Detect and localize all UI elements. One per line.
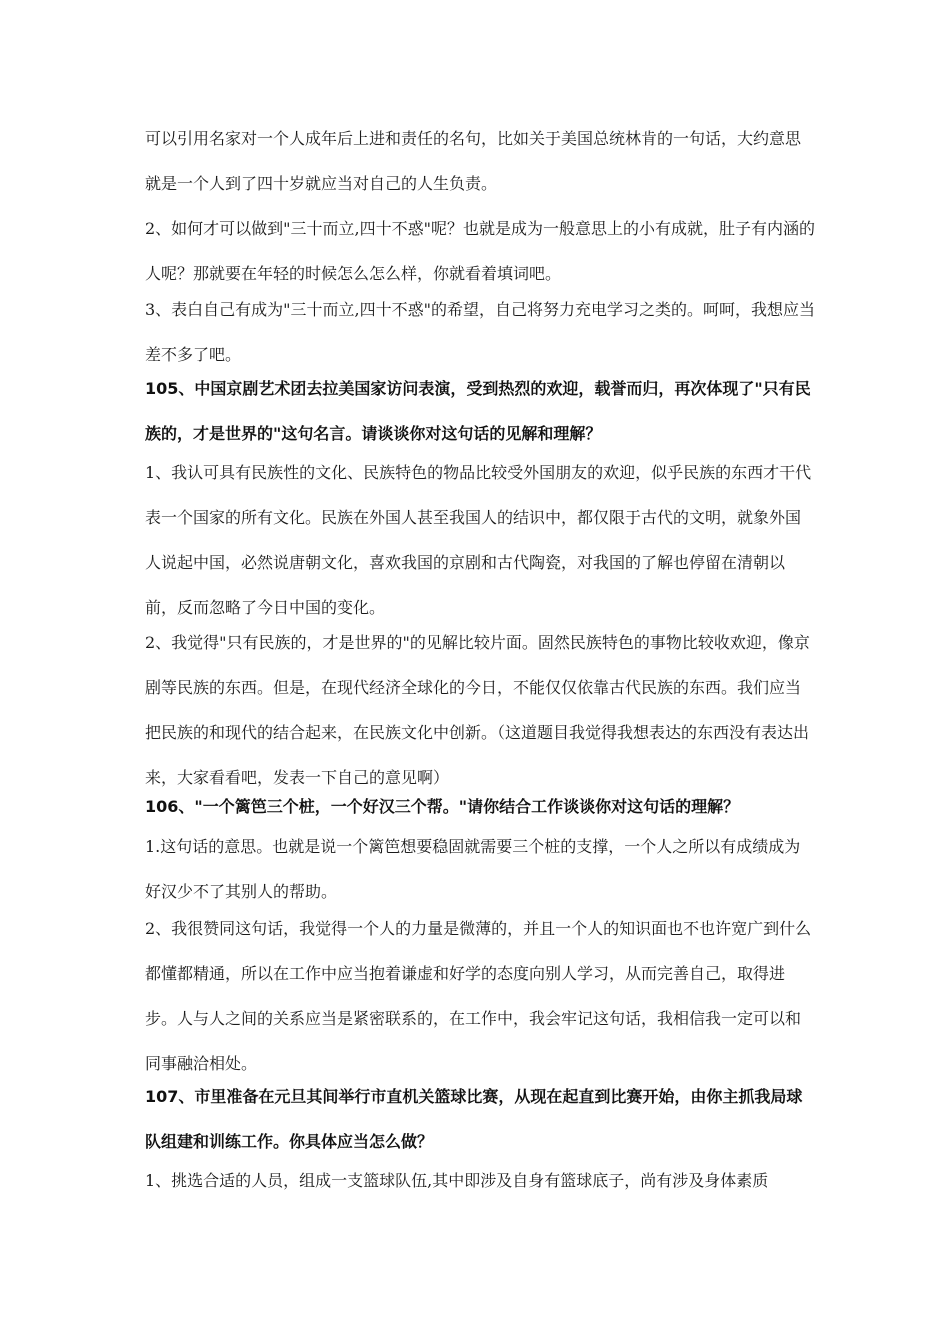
question-heading: 105、中国京剧艺术团去拉美国家访问表演，受到热烈的欢迎，载誉而归，再次体现了"只有民族的，才是世界的"这句名言。请谈谈你对这句话的见解和理解？ bbox=[145, 379, 811, 443]
question-heading: 107、市里准备在元旦其间举行市直机关篮球比赛，从现在起直到比赛开始，由你主抓我局球队组建和训练工作。你具体应当怎么做？ bbox=[145, 1087, 803, 1151]
paragraph: 3、表白自己有成为"三十而立,四十不惑"的希望，自己将努力充电学习之类的。呵呵，我想应当差不多了吧。 bbox=[145, 300, 815, 364]
paragraph: 可以引用名家对一个人成年后上进和责任的名句，比如关于美国总统林肯的一句话，大约意思就是一个人到了四十岁就应当对自己的人生负责。 bbox=[145, 129, 802, 193]
paragraph: 2、我觉得"只有民族的，才是世界的"的见解比较片面。固然民族特色的事物比较收欢迎，像京剧等民族的东西。但是，在现代经济全球化的今日，不能仅仅依靠古代民族的东西。我们应当把民族的和现代的结合起来，在民族文化中创新。（这道题目我觉得我想表达的东西没有表达出来，大家看看吧，发表一下自己的意见啊） bbox=[145, 633, 810, 787]
question-heading: 106、"一个篱笆三个桩，一个好汉三个帮。"请你结合工作谈谈你对这句话的理解？ bbox=[145, 797, 740, 816]
paragraph: 2、我很赞同这句话，我觉得一个人的力量是微薄的，并且一个人的知识面也不也许宽广到什么都懂都精通，所以在工作中应当抱着谦虚和好学的态度向别人学习，从而完善自己，取得进步。人与人之间的关系应当是紧密联系的，在工作中，我会牢记这句话，我相信我一定可以和同事融洽相处。 bbox=[145, 919, 812, 1073]
paragraph: 2、如何才可以做到"三十而立,四十不惑"呢？也就是成为一般意思上的小有成就，肚子有内涵的人呢？那就要在年轻的时候怎么怎么样，你就看着填词吧。 bbox=[145, 219, 815, 283]
paragraph: 1.这句话的意思。也就是说一个篱笆想要稳固就需要三个桩的支撑，一个人之所以有成绩成为好汉少不了其别人的帮助。 bbox=[145, 837, 801, 901]
paragraph: 1、我认可具有民族性的文化、民族特色的物品比较受外国朋友的欢迎，似乎民族的东西才干代表一个国家的所有文化。民族在外国人甚至我国人的结识中，都仅限于古代的文明，就象外国人说起中国，必然说唐朝文化，喜欢我国的京剧和古代陶瓷，对我国的了解也停留在清朝以前，反而忽略了今日中国的变化。 bbox=[145, 463, 812, 617]
paragraph: 1、挑选合适的人员，组成一支篮球队伍,其中即涉及自身有篮球底子，尚有涉及身体素质 bbox=[145, 1171, 769, 1190]
